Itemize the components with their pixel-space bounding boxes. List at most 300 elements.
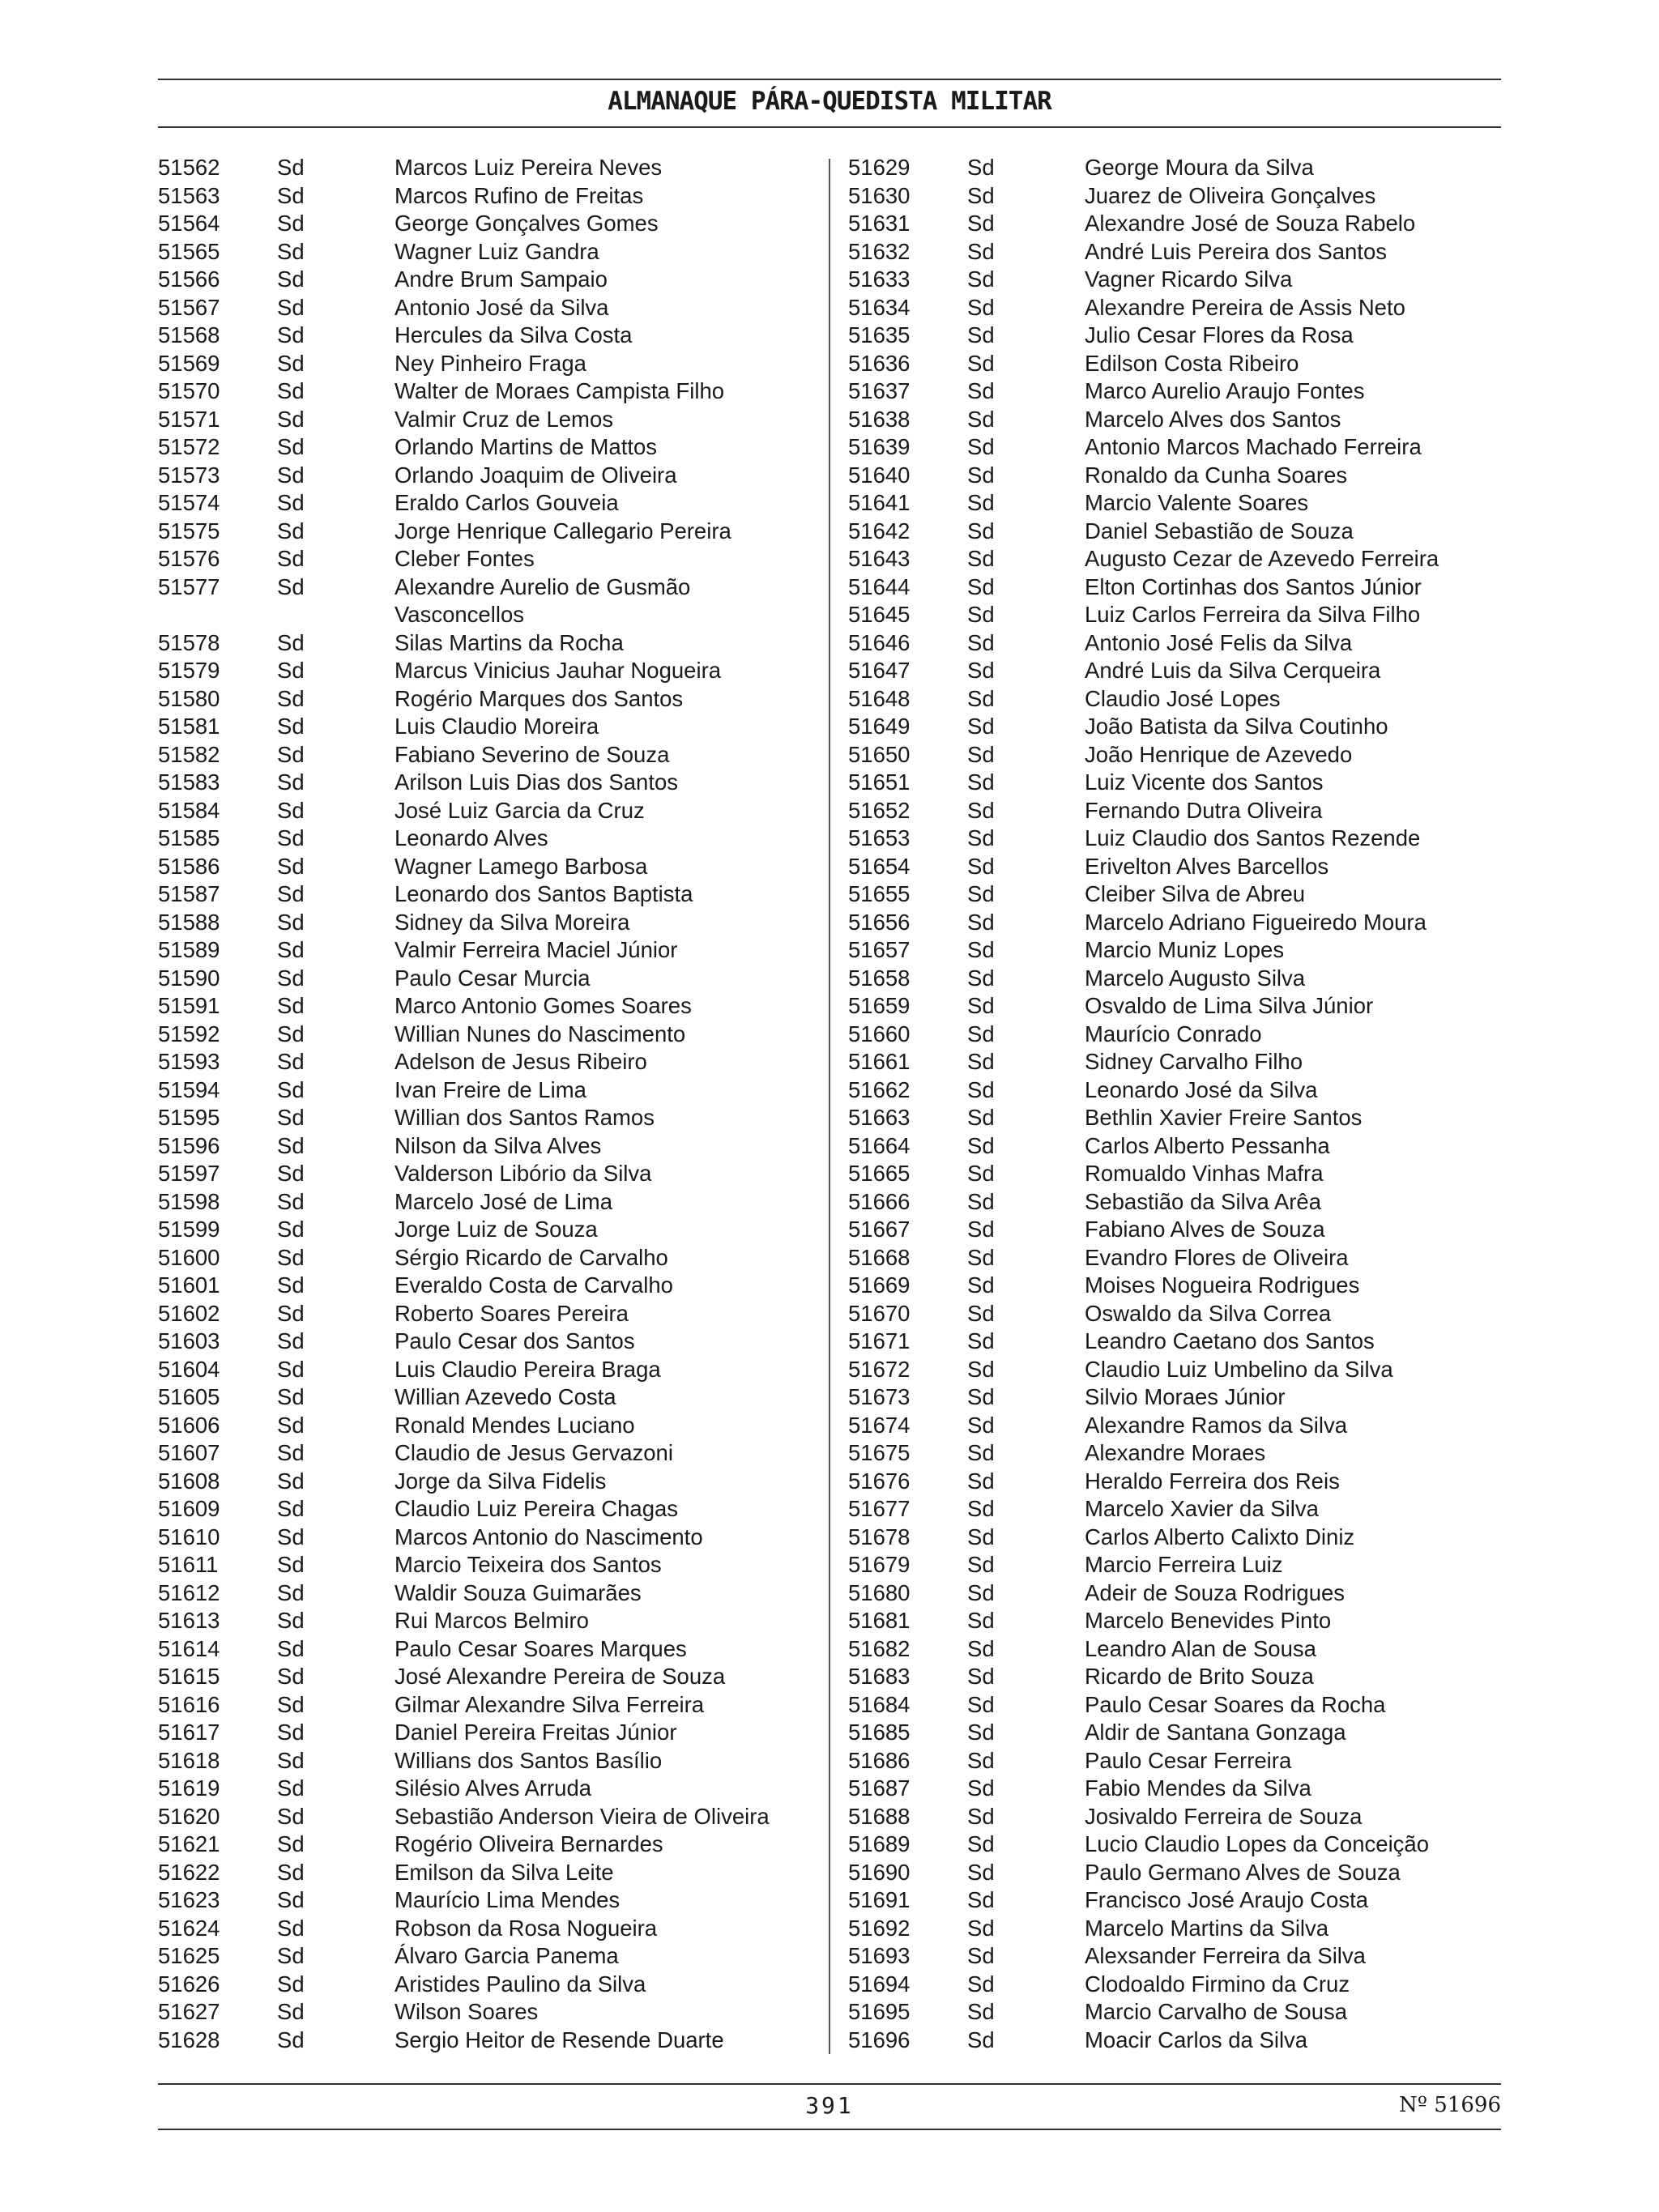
roster-number: 51647 [848,658,911,683]
roster-number: 51606 [158,1412,220,1438]
roster-rank: Sd [967,1049,995,1074]
roster-rank: Sd [967,490,995,515]
roster-name: Willians dos Santos Basílio [394,1747,663,1773]
roster-name: Paulo Germano Alves de Souza [1085,1859,1401,1885]
roster-rank: Sd [967,1468,995,1494]
roster-rank: Sd [277,1691,305,1717]
roster-name: Josivaldo Ferreira de Souza [1085,1803,1363,1829]
roster-rank: Sd [967,2027,995,2052]
roster-number: 51618 [158,1747,220,1773]
roster-number: 51582 [158,741,220,767]
roster-number: 51571 [158,406,220,432]
roster-number: 51641 [848,490,911,515]
roster-name: Sidney Carvalho Filho [1085,1049,1303,1074]
roster-name: Vagner Ricardo Silva [1085,266,1293,292]
roster-name: Gilmar Alexandre Silva Ferreira [394,1691,705,1717]
roster-name: Antonio José Felis da Silva [1085,629,1353,655]
left-roster-column [158,154,806,2054]
roster-rank: Sd [277,573,305,599]
roster-row [848,433,1496,462]
roster-rank: Sd [277,294,305,320]
roster-name: George Moura da Silva [1085,155,1314,180]
roster-number: 51696 [848,2027,911,2052]
roster-number: 51678 [848,1524,911,1549]
roster-rank: Sd [967,406,995,432]
roster-name: Heraldo Ferreira dos Reis [1085,1468,1340,1494]
roster-name: Luiz Carlos Ferreira da Silva Filho [1085,602,1421,627]
roster-rank: Sd [277,1244,305,1270]
page-number: 391 [805,2092,854,2119]
roster-number: 51614 [158,1635,220,1661]
roster-name: Sergio Heitor de Resende Duarte [394,2027,724,2052]
roster-rank: Sd [967,1300,995,1326]
roster-number: 51601 [158,1272,220,1298]
roster-row [158,1607,806,1635]
roster-rank: Sd [277,1496,305,1521]
roster-name: Wilson Soares [394,1999,539,2024]
roster-row [848,1244,1496,1272]
roster-rank: Sd [277,1049,305,1074]
roster-name: Marcelo José de Lima [394,1188,613,1214]
roster-rank: Sd [277,1105,305,1130]
roster-name: Clodoaldo Firmino da Cruz [1085,1971,1350,1997]
roster-name: Fabiano Alves de Souza [1085,1217,1325,1242]
roster-row [848,1971,1496,1999]
roster-name: Valmir Ferreira Maciel Júnior [394,937,678,962]
roster-rank: Sd [277,1579,305,1605]
roster-name: Paulo Cesar Ferreira [1085,1747,1292,1773]
roster-name: João Henrique de Azevedo [1085,741,1353,767]
roster-rank: Sd [277,211,305,236]
roster-name: Bethlin Xavier Freire Santos [1085,1105,1363,1130]
roster-name: Leonardo José da Silva [1085,1076,1318,1102]
roster-number: 51648 [848,685,911,711]
roster-name: Evandro Flores de Oliveira [1085,1244,1349,1270]
roster-number: 51635 [848,322,911,347]
roster-row [158,182,806,211]
roster-rank: Sd [967,1105,995,1130]
roster-rank: Sd [967,155,995,180]
roster-rank: Sd [967,546,995,571]
roster-rank: Sd [967,1747,995,1773]
right-roster-column [848,154,1496,2054]
roster-name: Marcelo Alves dos Santos [1085,406,1341,432]
roster-rank: Sd [277,1132,305,1158]
roster-row [848,1356,1496,1384]
roster-rank: Sd [967,1608,995,1633]
roster-row [848,1524,1496,1552]
roster-name: Moacir Carlos da Silva [1085,2027,1308,2052]
roster-rank: Sd [277,909,305,935]
roster-number: 51653 [848,825,911,850]
roster-rank: Sd [967,1412,995,1438]
roster-rank: Sd [967,1971,995,1997]
roster-name: George Gonçalves Gomes [394,211,659,236]
roster-number: 51685 [848,1720,911,1745]
roster-row [158,545,806,573]
roster-row [848,1383,1496,1412]
roster-rank: Sd [967,434,995,459]
roster-rank: Sd [967,1887,995,1912]
roster-number: 51594 [158,1076,220,1102]
roster-name: Marcelo Benevides Pinto [1085,1608,1332,1633]
roster-row [848,1300,1496,1328]
roster-rank: Sd [967,1496,995,1521]
roster-row [848,1272,1496,1300]
roster-rank: Sd [967,1384,995,1409]
roster-number: 51613 [158,1608,220,1633]
roster-number: 51693 [848,1943,911,1968]
roster-rank: Sd [277,1915,305,1941]
roster-row [158,210,806,238]
roster-number: 51688 [848,1803,911,1829]
roster-number: 51569 [158,350,220,376]
roster-row [158,936,806,965]
roster-name: Luiz Claudio dos Santos Rezende [1085,825,1421,850]
roster-number: 51667 [848,1217,911,1242]
roster-number: 51617 [158,1720,220,1745]
roster-name: Luiz Vicente dos Santos [1085,769,1324,795]
roster-rank: Sd [277,1831,305,1856]
roster-rank: Sd [967,602,995,627]
roster-number: 51570 [158,378,220,403]
roster-row [848,1998,1496,2027]
roster-row [158,154,806,182]
roster-number: 51660 [848,1021,911,1046]
roster-row [848,1551,1496,1579]
roster-row [848,909,1496,937]
roster-row [158,853,806,881]
roster-row [158,433,806,462]
roster-rank: Sd [277,1552,305,1577]
roster-rank: Sd [967,1076,995,1102]
roster-rank: Sd [277,797,305,823]
roster-number: 51679 [848,1552,911,1577]
roster-number: 51649 [848,714,911,739]
roster-row [158,965,806,993]
roster-name: Paulo Cesar dos Santos [394,1328,635,1353]
roster-number: 51634 [848,294,911,320]
roster-number: 51578 [158,629,220,655]
roster-name: Arilson Luis Dias dos Santos [394,769,679,795]
roster-name: Marcus Vinicius Jauhar Nogueira [394,658,722,683]
roster-row [158,909,806,937]
roster-row [158,2027,806,2055]
roster-name: Daniel Sebastião de Souza [1085,518,1354,543]
roster-row [848,350,1496,378]
roster-rank: Sd [277,1775,305,1801]
roster-number: 51621 [158,1831,220,1856]
roster-name: Aristides Paulino da Silva [394,1971,646,1997]
roster-row [158,1076,806,1105]
roster-name: Paulo Cesar Soares Marques [394,1635,687,1661]
roster-row [158,1021,806,1049]
roster-row [848,462,1496,490]
roster-number: 51568 [158,322,220,347]
roster-number: 51592 [158,1021,220,1046]
footer-bottom-rule [158,2129,1501,2130]
roster-number: 51627 [158,1999,220,2024]
roster-row [158,1942,806,1971]
roster-row [158,573,806,629]
roster-name: Julio Cesar Flores da Rosa [1085,322,1354,347]
roster-row [848,1328,1496,1356]
roster-name: Augusto Cezar de Azevedo Ferreira [1085,546,1439,571]
roster-rank: Sd [967,965,995,991]
roster-number: 51609 [158,1496,220,1521]
roster-row [158,1356,806,1384]
roster-name: Nilson da Silva Alves [394,1132,602,1158]
roster-number: 51636 [848,350,911,376]
roster-row [158,1188,806,1217]
roster-number: 51622 [158,1859,220,1885]
roster-name: Emilson da Silva Leite [394,1859,614,1885]
roster-number: 51581 [158,714,220,739]
roster-name: Marcelo Xavier da Silva [1085,1496,1319,1521]
roster-row [848,1048,1496,1076]
roster-row [158,629,806,658]
roster-rank: Sd [277,434,305,459]
roster-rank: Sd [967,573,995,599]
roster-row [158,1524,806,1552]
roster-rank: Sd [967,909,995,935]
roster-number: 51682 [848,1635,911,1661]
roster-name: Silas Martins da Rocha [394,629,624,655]
roster-rank: Sd [277,1328,305,1353]
roster-row [848,713,1496,741]
roster-number: 51683 [848,1664,911,1689]
roster-number: 51662 [848,1076,911,1102]
roster-row [848,1607,1496,1635]
roster-row [158,1216,806,1244]
roster-rank: Sd [967,937,995,962]
roster-number: 51610 [158,1524,220,1549]
roster-rank: Sd [277,266,305,292]
roster-number: 51563 [158,182,220,208]
roster-rank: Sd [277,1524,305,1549]
roster-name: André Luis Pereira dos Santos [1085,238,1387,264]
roster-name: Carlos Alberto Pessanha [1085,1132,1330,1158]
roster-number: 51638 [848,406,911,432]
roster-number: 51686 [848,1747,911,1773]
roster-row [848,1747,1496,1775]
roster-row [158,294,806,322]
roster-rank: Sd [277,378,305,403]
roster-rank: Sd [967,1552,995,1577]
roster-row [848,797,1496,825]
roster-rank: Sd [277,825,305,850]
roster-name: Sérgio Ricardo de Carvalho [394,1244,668,1270]
roster-rank: Sd [967,1831,995,1856]
roster-row [158,1048,806,1076]
roster-number: 51587 [158,881,220,906]
roster-row [848,1188,1496,1217]
roster-number: 51669 [848,1272,911,1298]
roster-rank: Sd [277,853,305,879]
roster-number: 51602 [158,1300,220,1326]
document-reference: Nº 51696 [1399,2093,1501,2117]
roster-rank: Sd [967,881,995,906]
roster-number: 51646 [848,629,911,655]
roster-rank: Sd [277,350,305,376]
roster-row [848,1579,1496,1608]
roster-rank: Sd [967,741,995,767]
roster-row [848,1803,1496,1831]
roster-rank: Sd [967,1132,995,1158]
roster-number: 51633 [848,266,911,292]
roster-number: 51658 [848,965,911,991]
roster-rank: Sd [277,658,305,683]
roster-rank: Sd [277,1999,305,2024]
roster-name: Willian Azevedo Costa [394,1384,616,1409]
roster-name: Claudio de Jesus Gervazoni [394,1440,673,1465]
roster-name: Willian Nunes do Nascimento [394,1021,686,1046]
roster-rank: Sd [277,490,305,515]
roster-name: Fernando Dutra Oliveira [1085,797,1323,823]
roster-number: 51589 [158,937,220,962]
roster-row [848,1021,1496,1049]
roster-rank: Sd [967,1217,995,1242]
roster-number: 51588 [158,909,220,935]
roster-row [158,797,806,825]
roster-row [848,1691,1496,1720]
roster-number: 51677 [848,1496,911,1521]
roster-name: Marco Aurelio Araujo Fontes [1085,378,1365,403]
roster-name: Marcio Carvalho de Sousa [1085,1999,1348,2024]
roster-rank: Sd [967,1356,995,1382]
roster-name: Claudio Luiz Pereira Chagas [394,1496,679,1521]
roster-row [158,880,806,909]
roster-number: 51624 [158,1915,220,1941]
roster-name: Orlando Joaquim de Oliveira [394,462,677,488]
roster-name: Marcelo Augusto Silva [1085,965,1306,991]
roster-row [848,1468,1496,1496]
roster-number: 51645 [848,602,911,627]
roster-row [848,322,1496,350]
roster-row [158,377,806,406]
roster-number: 51598 [158,1188,220,1214]
roster-rank: Sd [277,881,305,906]
roster-row [848,1076,1496,1105]
roster-rank: Sd [277,406,305,432]
roster-number: 51639 [848,434,911,459]
roster-rank: Sd [967,825,995,850]
roster-rank: Sd [967,266,995,292]
roster-number: 51596 [158,1132,220,1158]
roster-row [848,573,1496,602]
roster-number: 51600 [158,1244,220,1270]
roster-name: Adeir de Souza Rodrigues [1085,1579,1346,1605]
roster-name: Marcos Rufino de Freitas [394,182,644,208]
roster-number: 51615 [158,1664,220,1689]
roster-row [158,713,806,741]
roster-rank: Sd [967,1691,995,1717]
roster-rank: Sd [277,1161,305,1186]
roster-number: 51605 [158,1384,220,1409]
roster-row [158,825,806,853]
roster-row [158,1468,806,1496]
roster-row [158,1383,806,1412]
roster-row [158,518,806,546]
roster-rank: Sd [967,322,995,347]
roster-number: 51664 [848,1132,911,1158]
roster-name: Wagner Luiz Gandra [394,238,599,264]
roster-number: 51681 [848,1608,911,1633]
roster-number: 51625 [158,1943,220,1968]
roster-name: Claudio José Lopes [1085,685,1281,711]
roster-number: 51673 [848,1384,911,1409]
roster-row [848,1775,1496,1803]
roster-number: 51564 [158,211,220,236]
roster-rank: Sd [967,1775,995,1801]
roster-row [158,266,806,294]
roster-rank: Sd [277,937,305,962]
roster-row [158,657,806,685]
roster-row [848,2027,1496,2055]
roster-name: Valmir Cruz de Lemos [394,406,613,432]
roster-name: Lucio Claudio Lopes da Conceição [1085,1831,1430,1856]
roster-number: 51650 [848,741,911,767]
roster-rank: Sd [277,238,305,264]
roster-row [158,1859,806,1887]
roster-name: Alexandre Pereira de Assis Neto [1085,294,1405,320]
roster-number: 51654 [848,853,911,879]
roster-name: Marcos Luiz Pereira Neves [394,155,663,180]
roster-row [158,489,806,518]
roster-number: 51566 [158,266,220,292]
roster-rank: Sd [277,1076,305,1102]
roster-row [848,601,1496,629]
roster-rank: Sd [277,1720,305,1745]
roster-number: 51674 [848,1412,911,1438]
roster-number: 51657 [848,937,911,962]
roster-number: 51665 [848,1161,911,1186]
roster-name: Rui Marcos Belmiro [394,1608,589,1633]
roster-number: 51590 [158,965,220,991]
roster-name: Valderson Libório da Silva [394,1161,652,1186]
roster-name: Silésio Alves Arruda [394,1775,592,1801]
roster-rank: Sd [967,1188,995,1214]
roster-rank: Sd [277,1747,305,1773]
roster-row [158,685,806,714]
roster-row [158,350,806,378]
roster-name: Maurício Lima Mendes [394,1887,621,1912]
roster-rank: Sd [277,1384,305,1409]
roster-row [158,1971,806,1999]
roster-row [158,1998,806,2027]
roster-name: Marcio Valente Soares [1085,490,1309,515]
roster-row [848,769,1496,797]
roster-name: Ivan Freire de Lima [394,1076,586,1102]
roster-number: 51577 [158,573,220,599]
roster-name: Oswaldo da Silva Correa [1085,1300,1332,1326]
roster-name: Rogério Marques dos Santos [394,685,684,711]
roster-name: Osvaldo de Lima Silva Júnior [1085,993,1374,1018]
roster-rank: Sd [967,1664,995,1689]
roster-name: Paulo Cesar Soares da Rocha [1085,1691,1386,1717]
roster-row [158,1104,806,1132]
roster-number: 51607 [158,1440,220,1465]
roster-rank: Sd [277,155,305,180]
roster-row [158,1831,806,1859]
footer-top-rule [158,2083,1501,2085]
roster-row [848,294,1496,322]
roster-number: 51631 [848,211,911,236]
roster-rank: Sd [277,1021,305,1046]
roster-name: Alexandre Aurelio de Gusmão Vasconcellos [394,573,691,627]
roster-number: 51604 [158,1356,220,1382]
roster-name: Marcelo Martins da Silva [1085,1915,1329,1941]
